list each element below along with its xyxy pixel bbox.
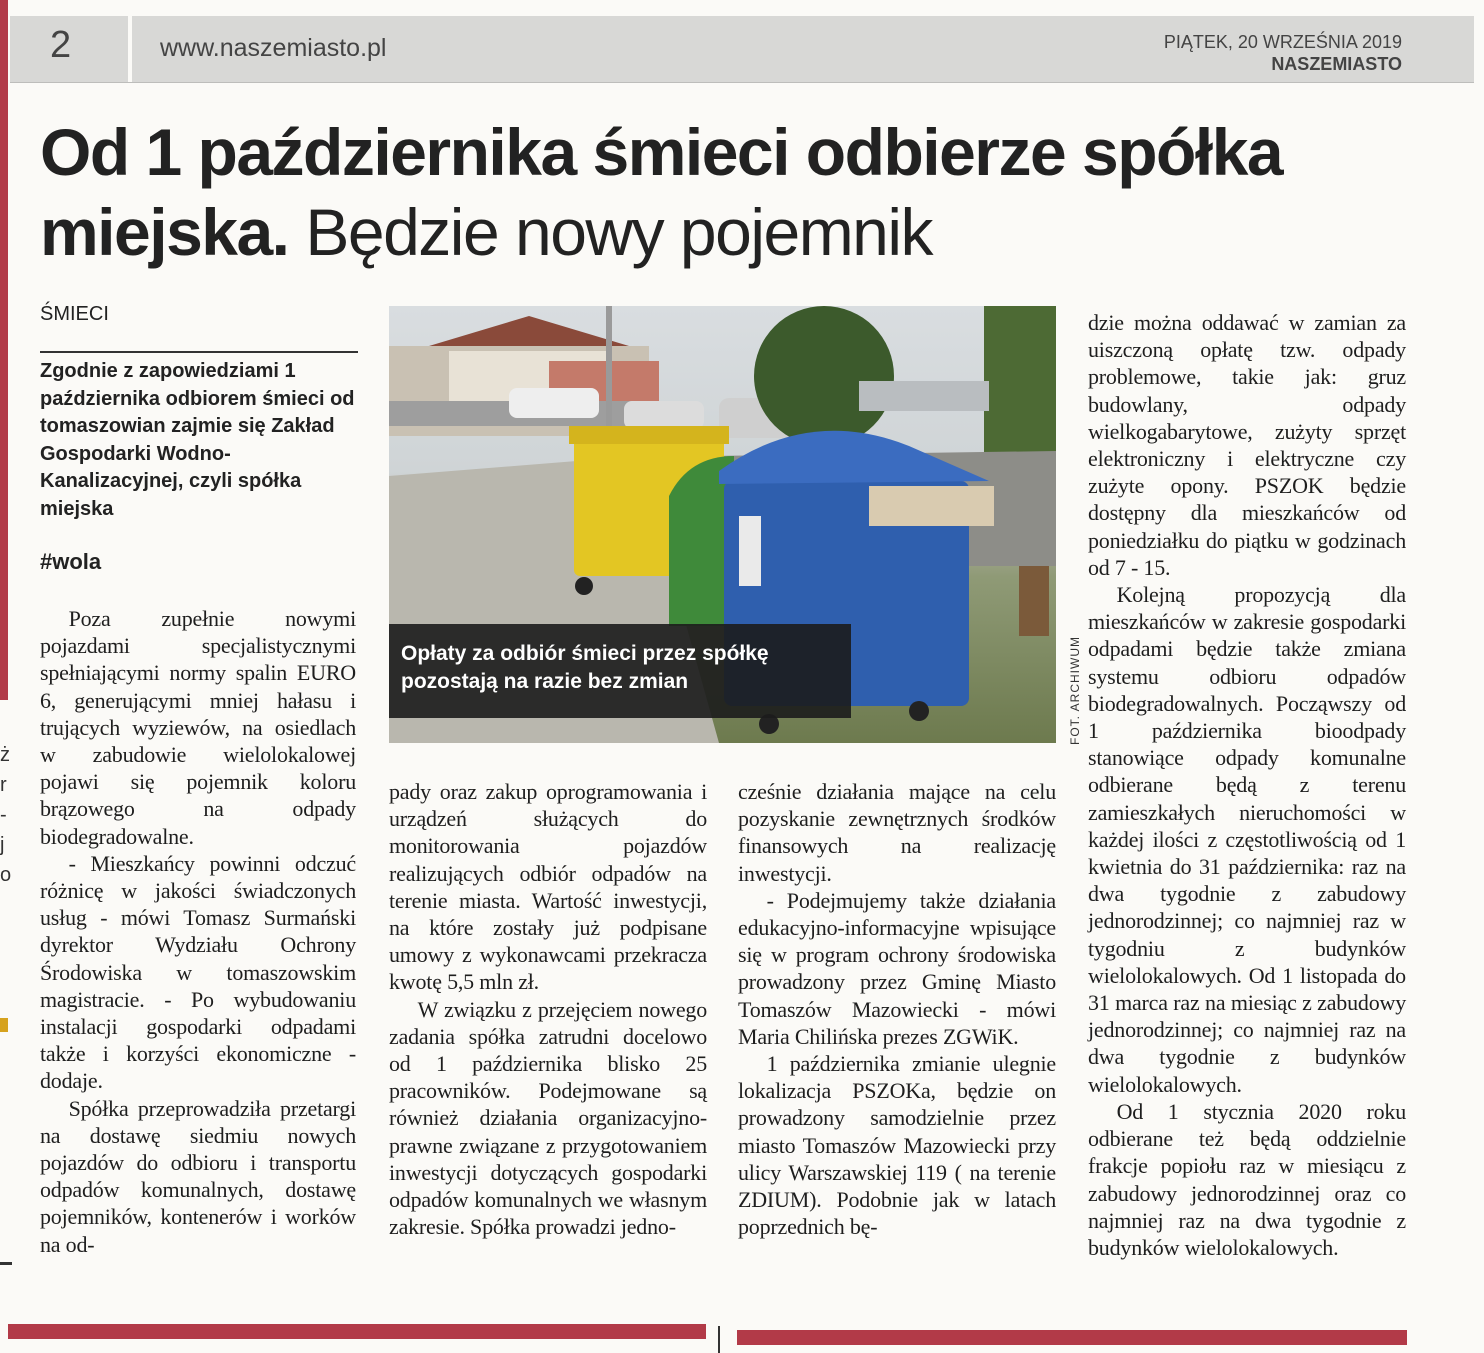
footer-red-bar-left	[8, 1324, 706, 1339]
paragraph: - Mieszkańcy powinni odczuć różnicę w jakości świadczonych usług - mówi Tomasz Surmański dyrektor Wydziału Ochrony Środowiska w tomaszowskim magistracie. - Po wybudowaniu instalacji gospodarki odpadami także i korzyści ekonomiczne - dodaje.	[40, 850, 356, 1094]
issue-date: PIĄTEK, 20 WRZEŚNIA 2019	[1163, 32, 1402, 52]
text-column-2	[389, 778, 707, 1240]
paragraph: Spółka przeprowadziła przetargi na dostawę siedmiu nowych pojazdów do odbioru i transportu odpadów komunalnych, dostawę pojemników, kontenerów i worków na od-	[40, 1095, 356, 1257]
article-headline	[40, 112, 1460, 272]
edge-letter: -	[0, 804, 7, 826]
paragraph: 1 października zmianie ulegnie lokalizacja PSZOKa, będzie on prowadzony samodzielnie przez miasto Tomaszów Mazowiecki przy ulicy Warszawskiej 119 ( na terenie ZDIUM). Podobnie jak w latach poprzednich bę-	[738, 1051, 1056, 1240]
left-edge-cut-letters	[0, 740, 12, 890]
article-hashtag: #wola	[40, 549, 102, 574]
headline-regular: Będzie nowy pojemnik	[305, 195, 933, 269]
paragraph: Kolejną propozycją dla mieszkańców w zakresie gospodarki odpadami będzie także zmiana systemu odbioru odpadów biodegradowalnych. Począwszy od 1 października bioodpady stanowiące odpady komunalne odbierane będą z terenu zamieszkałych nieruchomości w każdej ilości z częstotliwością od 1 kwietnia do 31 października: raz na dwa tygodnie z zabudowy jednorodzinnej; co najmniej raz w tygodniu z budynków wielolokalowych. Od 1 listopada do 31 marca raz na miesiąc z zabudowy jednorodzinnej; co najmniej raz na dwa tygodnie z budynków wielolokalowych.	[1088, 582, 1406, 1097]
article-lead: Zgodnie z zapowiedziami 1 października odbiorem śmieci od tomaszowian zajmie się Zakład Gospodarki Wodno-Kanalizacyjnej, czyli spółka miejska	[40, 360, 355, 520]
left-edge-rule	[0, 1262, 12, 1265]
left-edge-yellow-mark	[0, 1018, 8, 1032]
paragraph: W związku z przejęciem nowego zadania spółka zatrudni docelowo od 1 października blisko 25 pracowników. Podejmowane są również działania organizacyjno-prawne związane z przygotowaniem inwestycji dotyczących gospodarki odpadów komunalnych we własnym zakresie. Spółka prowadzi jedno-	[389, 996, 707, 1240]
paragraph: Poza zupełnie nowymi pojazdami specjalistycznymi spełniającymi normy spalin EURO 6, generującymi mniej hałasu i trujących wyziewów, na osiedlach w zabudowie wielolokalowej pojawi się pojemnik koloru brązowego na odpady biodegradowalne.	[40, 606, 356, 849]
lead-divider	[40, 351, 358, 353]
footer-divider	[718, 1326, 720, 1353]
edge-letter: o	[0, 864, 12, 886]
text-column-3	[738, 778, 1056, 1240]
page-header	[10, 16, 1474, 83]
section-label: ŚMIECI	[40, 303, 109, 325]
article-photo	[389, 306, 1056, 743]
publication-name: NASZEMIASTO	[1271, 54, 1402, 74]
paragraph: pady oraz zakup oprogramowania i urządzeń służących do monitorowania pojazdów realizujących odbiór odpadów na terenie miasta. Wartość inwestycji, na które zostały już podpisane umowy z wykonawcami przekracza kwotę 5,5 mln zł.	[389, 779, 707, 995]
paragraph: dzie można oddawać w zamian za uiszczoną opłatę tzw. odpady problemowe, takie jak: gruz budowlany, odpady wielkogabarytowe, zużyty sprzęt elektroniczny i elektryczne czy zużyte opony. PSZOK będzie dostępny dla mieszkańców od poniedziałku do piątku w godzinach od 7 - 15.	[1088, 310, 1406, 580]
paragraph: cześnie działania mające na celu pozyskanie zewnętrznych środków finansowych na realizację inwestycji.	[738, 779, 1056, 886]
text-column-4	[1088, 309, 1406, 1261]
photo-credit: FOT. ARCHIWUM	[1068, 636, 1082, 745]
photo-caption: Opłaty za odbiór śmieci przez spółkę pozostają na razie bez zmian	[401, 642, 769, 693]
header-divider	[128, 16, 132, 82]
paragraph: Od 1 stycznia 2020 roku odbierane też będą oddzielnie frakcje popiołu raz w miesiącu z zabudowy jednorodzinnej oraz co najmniej raz na dwa tygodnie z budynków wielolokalowych.	[1088, 1098, 1406, 1260]
site-url: www.naszemiasto.pl	[160, 34, 387, 62]
headline-bold: Od 1 października śmieci odbierze spółka miejska.	[40, 115, 1283, 269]
text-column-1	[40, 605, 356, 1258]
photo-caption-box	[389, 624, 851, 718]
edge-letter: ż	[0, 744, 10, 766]
page-number: 2	[50, 24, 72, 66]
paragraph: - Podejmujemy także działania edukacyjno-informacyjne wpisujące się w program ochrony środowiska prowadzony przez Gminę Miasto Tomaszów Mazowiecki - mówi Maria Chilińska prezes ZGWiK.	[738, 887, 1056, 1049]
footer-red-bar-right	[737, 1330, 1407, 1345]
edge-letter: r	[0, 774, 7, 796]
edge-letter: j	[0, 834, 5, 856]
left-edge-red-strip	[0, 0, 8, 700]
